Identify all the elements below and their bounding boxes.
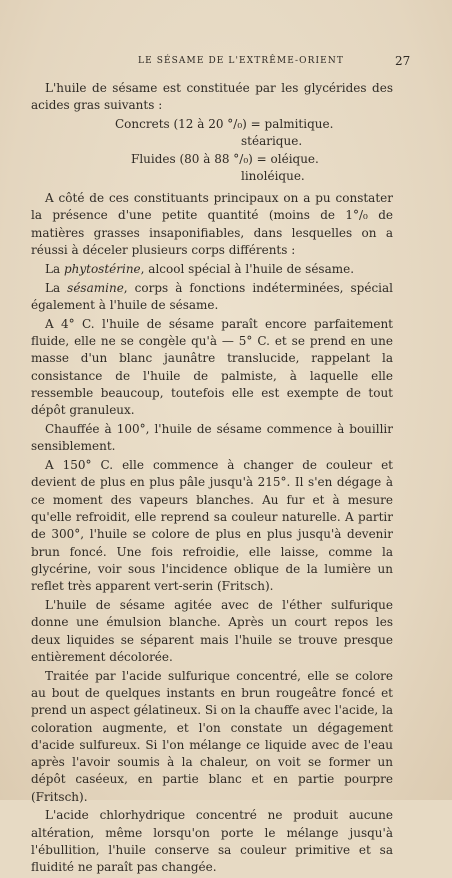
formula-concrets: Concrets (12 à 20 °/₀) = palmitique. xyxy=(115,117,334,132)
paragraph-acide-sulfurique: Traitée par l'acide sulfurique concentré, elle se colore au bout de quelques instants en brun rougeâtre foncé et prend un aspect gélatineux. Si on la chauffe avec l'acide, la coloration augmente, et l'on constate un dégagement d'acide sulfureux. Si l'on mélange ce liquide avec de l'eau après l'avoir soumis à la chaleur, on voit se former un dépôt caséeux, en partie blanc et en partie pourpre (Fritsch). xyxy=(31,668,393,804)
formula-linoleique: linoléique. xyxy=(241,169,305,184)
formula-fluides: Fluides (80 à 88 °/₀) = oléique. xyxy=(131,152,319,167)
paragraph-ebullition: Chauffée à 100°, l'huile de sésame commence à bouillir sensiblement. xyxy=(31,421,393,454)
page-body xyxy=(31,80,393,878)
definition-text: , alcool spécial à l'huile de sésame. xyxy=(140,261,355,276)
running-title: LE SÉSAME DE L'EXTRÊME-ORIENT xyxy=(138,56,344,66)
paragraph-acide-chlorhydrique: L'acide chlorhydrique concentré ne produit aucune altération, même lorsqu'on porte le mélange jusqu'à l'ébullition, l'huile conserve sa couleur primitive et sa fluidité ne paraît pas changée. xyxy=(31,808,393,875)
paragraph-ether: L'huile de sésame agitée avec de l'éther sulfurique donne une émulsion blanche. Après un court repos les deux liquides se séparent mais l'huile se trouve presque entièrement décolorée. xyxy=(31,597,393,664)
definition-article: La xyxy=(45,280,68,295)
definition-text: , corps à fonctions indéterminées, spécial également à l'huile de sésame. xyxy=(31,280,394,312)
paragraph-insaponifiables: A côté de ces constituants principaux on a pu constater la présence d'une petite quantité (moins de 1°/₀ de matières grasses insaponifiables, dans lesquelles on a réussi à déceler plusieurs corps différents : xyxy=(31,191,393,257)
definition-sesamine xyxy=(31,280,393,315)
fatty-acid-formula xyxy=(31,116,393,186)
paragraph-chauffage: A 150° C. elle commence à changer de couleur et devient de plus en plus pâle jusqu'à 215°. Il s'en dégage à ce moment des vapeurs blanches. Au fur et à mesure qu'elle refroidit, elle reprend sa couleur naturelle. A partir de 300°, l'huile se colore de plus en plus jusqu'à devenir brun foncé. Une fois refroidie, elle laisse, comme la glycérine, voir sous l'incidence oblique de la lumière un reflet très apparent vert-serin (Fritsch). xyxy=(31,458,393,594)
paragraph-congelation: A 4° C. l'huile de sésame paraît encore parfaitement fluide, elle ne se congèle qu'à — 5° C. et se prend en une masse d'un blanc jaunâtre translucide, rappelant la consistance de l'huile de palmiste, à laquelle elle ressemble beaucoup, toutefois elle est exempte de tout dépôt granuleux. xyxy=(31,316,393,418)
formula-stearique: stéarique. xyxy=(241,134,303,149)
definition-article: La xyxy=(45,261,64,276)
paragraph-glycerides: L'huile de sésame est constituée par les glycérides des acides gras suivants : xyxy=(31,81,393,113)
term-phytosterine: phytostérine xyxy=(63,261,141,276)
definition-phytosterine xyxy=(31,261,393,278)
page-number: 27 xyxy=(395,54,411,68)
term-sesamine: sésamine xyxy=(67,280,124,295)
page-header xyxy=(0,54,452,74)
